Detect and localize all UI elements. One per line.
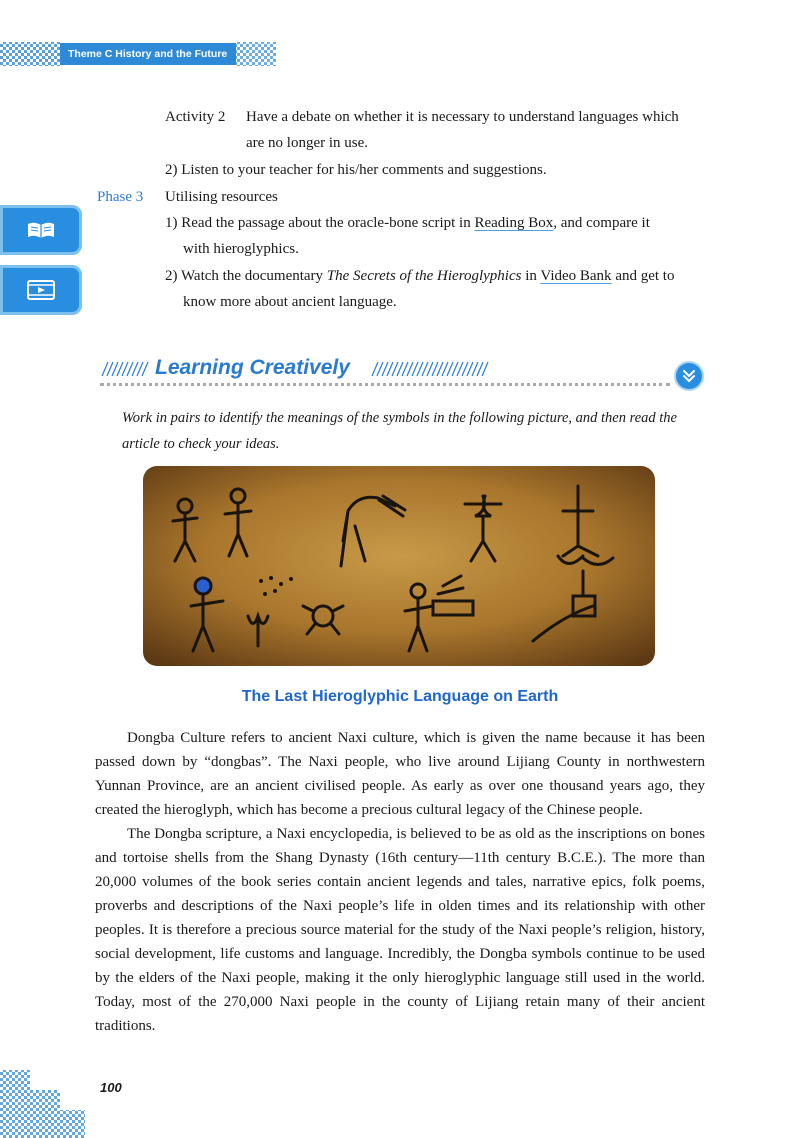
dongba-symbols-picture (143, 466, 655, 666)
activity-item-2: 2) Listen to your teacher for his/her comments and suggestions. (165, 162, 547, 178)
phase3-label: Phase 3 (97, 189, 144, 205)
phase3-title: Utilising resources (165, 189, 278, 205)
footer-pixel-pattern (0, 1060, 95, 1138)
video-bank-tab[interactable] (0, 265, 82, 315)
theme-header-label: Theme C History and the Future (60, 43, 236, 65)
article-paragraph-1: Dongba Culture refers to ancient Naxi culture, which is given the name because it has been passed down by “dongbas”. The Naxi people, who live around Lijiang County in northwestern Yunnan Province, are an ancient civilised people. As early as over one thousand years ago, they created the hieroglyph, which has become a precious cultural legacy of the Chinese people. (95, 730, 705, 818)
activity2-text-line1: Have a debate on whether it is necessary to understand languages which (246, 109, 679, 125)
documentary-title: The Secrets of the Hieroglyphics (326, 268, 522, 284)
phase3-item1: 1) Read the passage about the oracle-bone script in Reading Box, and compare it (165, 215, 650, 231)
video-icon (26, 278, 56, 302)
double-chevron-down-icon (681, 368, 697, 384)
article-paragraph-2: The Dongba scripture, a Naxi encyclopedia, is believed to be as old as the inscriptions on bones and tortoise shells from the Shang Dynasty (16th century—11th century B.C.E.). The more than 20,000 volumes of the book series contain ancient legends and tales, narrative epics, folk poems, proverbs and descriptions of the Naxi people’s life in olden times and its relationship with other peoples. It is therefore a precious source material for the study of the Naxi people’s religion, history, social development, life customs and language. Incredibly, the Dongba symbols continue to be used by the elders of the Naxi people, making it the only hieroglyphic language still used in the world. Today, most of the 270,000 Naxi people in the county of Lijiang retain many of their ancient traditions. (95, 826, 705, 1034)
reading-box-tab[interactable] (0, 205, 82, 255)
phase3-item2-line2: know more about ancient language. (183, 294, 397, 310)
video-bank-link[interactable]: Video Bank (540, 268, 612, 284)
reading-box-link[interactable]: Reading Box (474, 215, 554, 231)
phase3-item2: 2) Watch the documentary The Secrets of the Hieroglyphics in Video Bank and get to (165, 268, 675, 284)
activity2-label: Activity 2 (165, 109, 226, 125)
open-book-icon (26, 218, 56, 242)
expand-button[interactable] (676, 363, 702, 389)
page-number: 100 (100, 1080, 122, 1095)
section-title: Learning Creatively (155, 356, 350, 379)
heading-hatch-left (100, 362, 150, 376)
activity2-text-line2: are no longer in use. (246, 135, 369, 151)
task-instruction: Work in pairs to identify the meanings of the symbols in the following picture, and then read the article to check your ideas. (122, 410, 677, 452)
heading-dotted-rule (100, 383, 670, 386)
phase3-item1-line2: with hieroglyphics. (183, 241, 299, 257)
heading-hatch-right (370, 362, 492, 376)
article-title: The Last Hieroglyphic Language on Earth (241, 688, 559, 705)
